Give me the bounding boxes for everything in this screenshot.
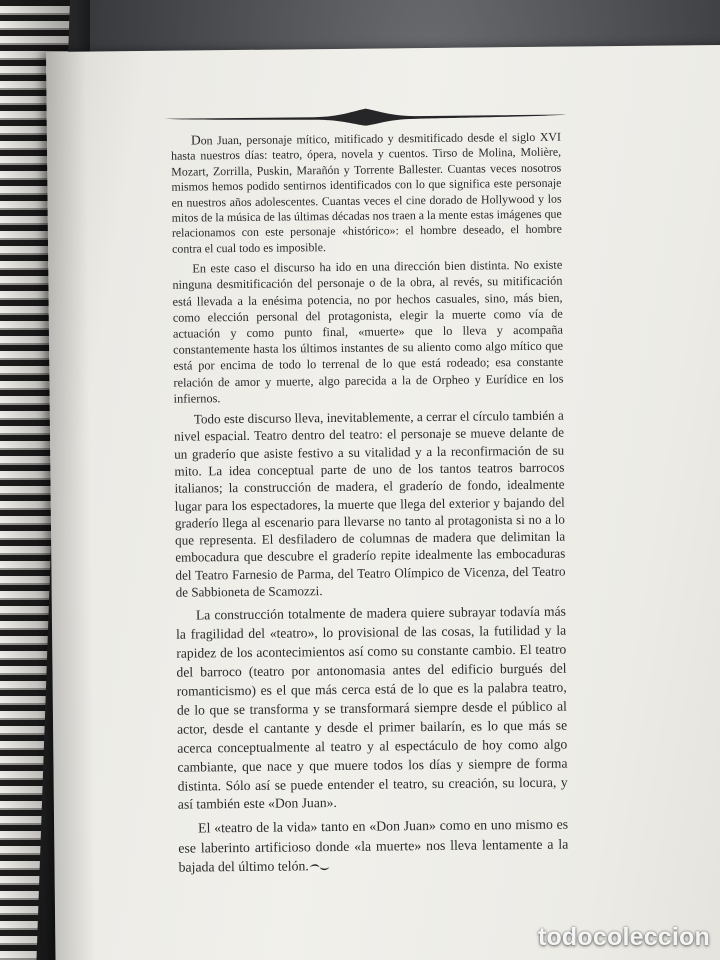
paragraph [178, 815, 569, 877]
paragraph: Todo este discurso lleva, inevitablemente, a cerrar el círculo también a nivel espacial. Teatro dentro del teatro: el personaje se mueve delante de un graderío que asiste festivo a su vitalidad y a la reconfirmación de su mito. La idea conceptual parte de uno de los tantos teatros barrocos italianos; la construcción de madera, el graderío de fondo, idealmente lugar para los espectadores, la muerte que llega del exterior y bajando del graderío llega al escenario para llevarse no tanto al protagonista si no a lo que representa. El desfiladero de columnas de madera que delimitan la embocadura que descubre el graderío repite idealmente las embocaduras del Teatro Farnesio de Parma, del Teatro Olímpico de Vicenza, del Teatro de Sabbioneta de Scamozzi. [173, 407, 566, 600]
page-gutter-shade [46, 52, 96, 960]
paragraph: Don Juan, personaje mítico, mitificado y desmitificado desde el siglo XVI hasta nuestros días: teatro, ópera, novela y cuentos. Tirso de Molina, Molière, Mozart, Zorrilla, Puskin, Marañón y Torrente Ballester. Cuantas veces nosotros mismos hemos podido sentirnos identificados con lo que significa este personaje en nuestros años adolescentes. Cuantas veces el cine dorado de Hollywood y los mitos de la música de las últimas décadas nos traen a la mente estas imágenes que relacionamos con este personaje «histórico»: el hombre deseado, el hombre contra el cual todo es imposible. [171, 129, 562, 256]
watermark-logo: todocoleccion [537, 923, 710, 951]
paragraph: La construcción totalmente de madera quiere subrayar todavía más la fragilidad del «teatro», lo provisional de las cosas, la futilidad y la rapidez de los acontecimientos así como su constante cambio. El teatro del barroco (teatro por antonomasia antes del edificio burgués del romanticismo) es el que más cerca está de lo que es la palabra teatro, de lo que se transforma y se transformará siempre desde el público al actor, desde el cantante y desde el primer bailarín, es lo que más se acerca conceptualmente al teatro y al espectáculo de hoy como algo cambiante, que nace y que muere todos los días y siempre de forma distinta. Sólo así se puede entender el teatro, su creación, su locura, y así también este «Don Juan». [176, 603, 568, 813]
end-flourish-icon [309, 862, 331, 872]
closing-sentence: El «teatro de la vida» tanto en «Don Juan» como en uno mismo es ese laberinto artificioso donde «la muerte» nos lleva lentamente a la bajada del último telón. [178, 816, 569, 875]
book-page [46, 45, 720, 960]
article-body [171, 129, 569, 882]
ornament-divider [165, 105, 567, 129]
paragraph: En este caso el discurso ha ido en una dirección bien distinta. No existe ninguna desmitificación del personaje o de la obra, al revés, su mitificación está llevada a la enésima potencia, no por hechos casuales, sino, más bien, como elección personal del protagonista, elegir la muerte como vía de actuación y como punto final, «muerte» que lo lleva y acompaña constantemente hasta los últimos instantes de su aliento como algo mítico que está por encima de todo lo terrenal de lo que está rodeado; esa constante relación de amor y muerte, algo parecida a la de Orpheo y Eurídice en los infiernos. [172, 257, 564, 406]
